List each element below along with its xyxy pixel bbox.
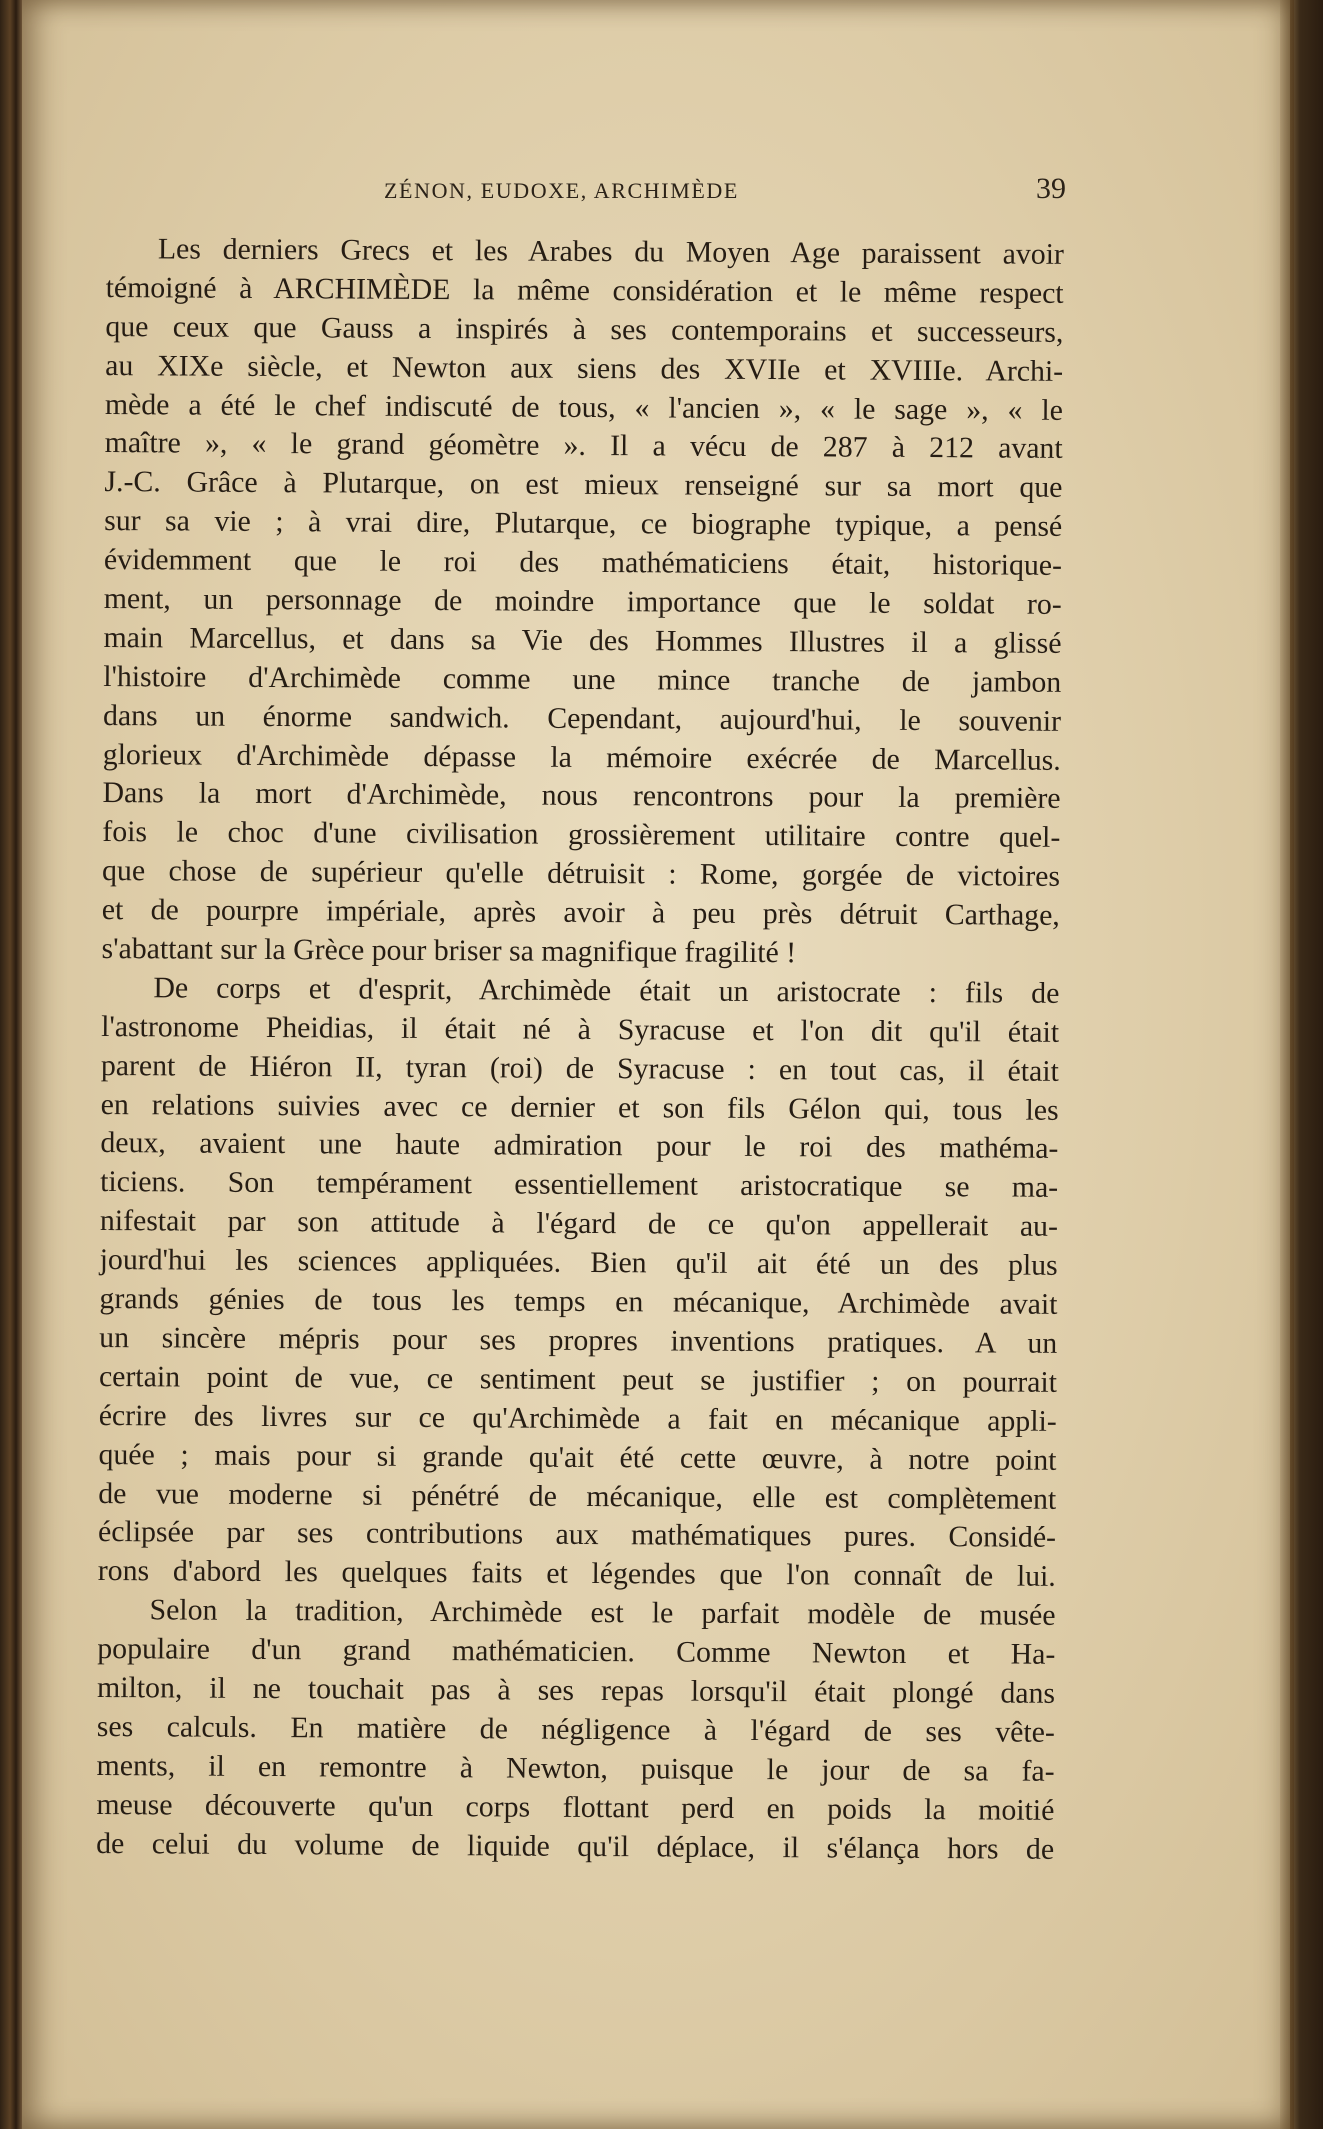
text-line: rons d'abord les quelques faits et légendes que l'on connaît de lui.	[97, 1554, 1056, 1594]
text-line: meuse découverte qu'un corps flottant perd en poids la moitié	[96, 1787, 1055, 1827]
text-line: glorieux d'Archimède dépasse la mémoire exécrée de Marcellus.	[102, 737, 1061, 777]
text-line: témoigné à ARCHIMÈDE la même considération et le même respect	[105, 270, 1064, 310]
page-edge	[1280, 0, 1294, 2129]
text-line: milton, il ne touchait pas à ses repas lorsqu'il était plongé dans	[96, 1670, 1056, 1710]
text-line: que ceux que Gauss a inspirés à ses contemporains et successeurs,	[105, 309, 1064, 349]
text-line: au XIXe siècle, et Newton aux siens des XVIIe et XVIIIe. Archi-	[105, 348, 1064, 388]
text-line: main Marcellus, et dans sa Vie des Hommes Illustres il a glissé	[103, 620, 1062, 660]
text-line: certain point de vue, ce sentiment peut se justifier ; on pourrait	[98, 1359, 1058, 1399]
text-line: mède a été le chef indiscuté de tous, « l'ancien », « le sage », « le	[104, 387, 1064, 427]
text-line: jourd'hui les sciences appliquées. Bien qu'il ait été un des plus	[99, 1243, 1058, 1282]
text-line: en relations suivies avec ce dernier et son fils Gélon qui, tous les	[100, 1087, 1059, 1127]
text-line: De corps et d'esprit, Archimède était un aristocrate : fils de	[153, 971, 1060, 1010]
text-line: quée ; mais pour si grande qu'ait été cette œuvre, à notre point	[98, 1437, 1057, 1477]
text-line: dans un énorme sandwich. Cependant, aujourd'hui, le souvenir	[102, 698, 1062, 738]
text-line: ticiens. Son tempérament essentiellement aristocratique se ma-	[100, 1165, 1059, 1205]
text-line: deux, avaient une haute admiration pour le roi des mathéma-	[100, 1126, 1059, 1166]
text-line: J.-C. Grâce à Plutarque, on est mieux renseigné sur sa mort que	[104, 465, 1063, 505]
text-line: ses calculs. En matière de négligence à l'égard de ses vête-	[96, 1709, 1055, 1749]
text-line: Dans la mort d'Archimède, nous rencontrons pour la première	[102, 776, 1061, 816]
text-line: populaire d'un grand mathématicien. Comme Newton et Ha-	[97, 1632, 1056, 1671]
text-line: s'abattant sur la Grèce pour briser sa magnifique fragilité !	[101, 932, 797, 970]
text-line: Les derniers Grecs et les Arabes du Moyen Age paraissent avoir	[157, 232, 1064, 271]
text-line: fois le choc d'une civilisation grossièrement utilitaire contre quel-	[102, 815, 1061, 855]
page-number: 39	[1036, 172, 1066, 205]
text-line: maître », « le grand géomètre ». Il a vécu de 287 à 212 avant	[104, 426, 1063, 466]
text-line: évidemment que le roi des mathématiciens était, historique-	[103, 543, 1063, 582]
text-line: de vue moderne si pénétré de mécanique, elle est complètement	[98, 1476, 1057, 1516]
text-line: que chose de supérieur qu'elle détruisit : Rome, gorgée de victoires	[101, 854, 1061, 894]
running-head: ZÉNON, EUDOXE, ARCHIMÈDE	[384, 178, 739, 203]
text-line: de celui du volume de liquide qu'il déplace, il s'élança hors de	[96, 1826, 1055, 1866]
text-line: un sincère mépris pour ses propres inventions pratiques. A un	[99, 1320, 1058, 1360]
text-line: l'astronome Pheidias, il était né à Syracuse et l'on dit qu'il était	[101, 1009, 1060, 1049]
text-line: nifestait par son attitude à l'égard de ce qu'on appellerait au-	[99, 1204, 1059, 1244]
text-line: sur sa vie ; à vrai dire, Plutarque, ce biographe typique, a pensé	[104, 504, 1063, 544]
text-line: ments, il en remontre à Newton, puisque le jour de sa fa-	[96, 1748, 1055, 1788]
page-header	[120, 168, 1080, 218]
text-line: grands génies de tous les temps en mécanique, Archimède avait	[99, 1282, 1058, 1321]
text-line: et de pourpre impériale, après avoir à peu près détruit Carthage,	[101, 893, 1060, 932]
text-line: écrire des livres sur ce qu'Archimède a fait en mécanique appli-	[98, 1398, 1057, 1438]
text-line: Selon la tradition, Archimède est le parfait modèle de musée	[149, 1593, 1056, 1632]
body-text	[96, 230, 1064, 1869]
text-line: l'histoire d'Archimède comme une mince tranche de jambon	[103, 659, 1062, 699]
text-line: parent de Hiéron II, tyran (roi) de Syracuse : en tout cas, il était	[100, 1048, 1059, 1088]
text-line: ment, un personnage de moindre importance que le soldat ro-	[103, 582, 1062, 621]
text-line: éclipsée par ses contributions aux mathématiques pures. Considé-	[97, 1515, 1057, 1555]
